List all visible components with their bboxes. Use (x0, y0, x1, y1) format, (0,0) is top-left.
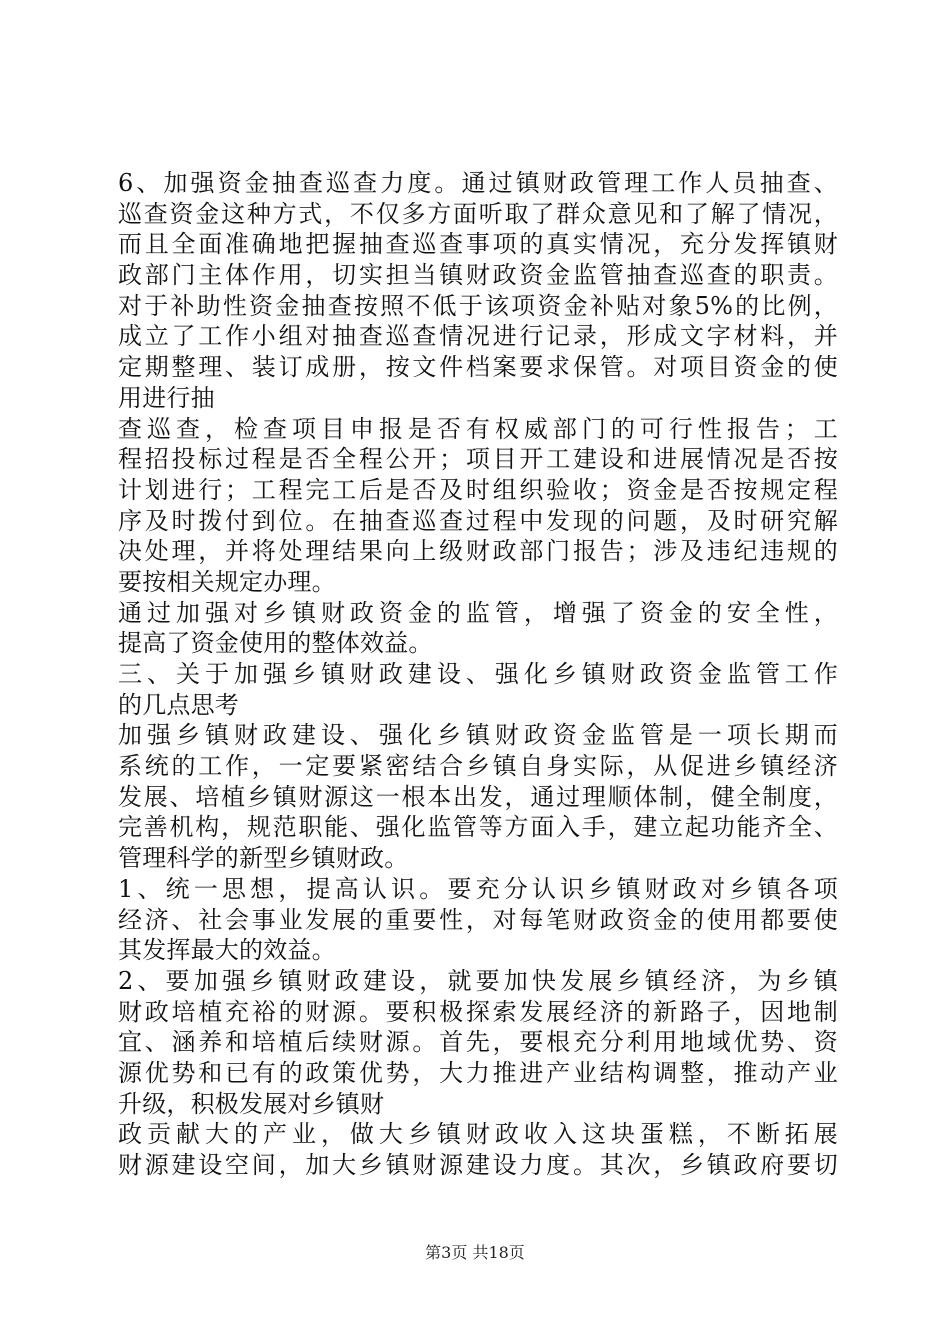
text-line: 经济、社会事业发展的重要性，对每笔财政资金的使用都要使 (118, 905, 838, 934)
text-line: 而且全面准确地把握抽查巡查事项的真实情况，充分发挥镇财 (118, 230, 838, 259)
text-line: 决处理，并将处理结果向上级财政部门报告；涉及违纪违规的 (118, 537, 838, 566)
text-line: 对于补助性资金抽查按照不低于该项资金补贴对象5%的比例， (118, 291, 838, 320)
page-number-footer: 第3页 共18页 (425, 1243, 525, 1262)
document-body (118, 168, 838, 1181)
text-line: 序及时拨付到位。在抽查巡查过程中发现的问题，及时研究解 (118, 506, 838, 535)
text-line: 1、统一思想，提高认识。要充分认识乡镇财政对乡镇各项 (118, 874, 838, 903)
text-line: 财政培植充裕的财源。要积极探索发展经济的新路子，因地制 (118, 997, 838, 1026)
text-line: 2、要加强乡镇财政建设，就要加快发展乡镇经济，为乡镇 (118, 966, 838, 995)
text-line: 系统的工作，一定要紧密结合乡镇自身实际，从促进乡镇经济 (118, 752, 838, 781)
text-line: 加强乡镇财政建设、强化乡镇财政资金监管是一项长期而 (118, 721, 838, 750)
text-line: 成立了工作小组对抽查巡查情况进行记录，形成文字材料，并 (118, 322, 838, 351)
text-line: 源优势和已有的政策优势，大力推进产业结构调整，推动产业 (118, 1058, 838, 1087)
text-line: 财源建设空间，加大乡镇财源建设力度。其次，乡镇政府要切 (118, 1151, 838, 1179)
text-line: 6、加强资金抽查巡查力度。通过镇财政管理工作人员抽查、 (118, 169, 838, 197)
text-line: 宜、涵养和培植后续财源。首先，要根充分利用地域优势、资 (118, 1028, 838, 1057)
text-line: 程招投标过程是否全程公开；项目开工建设和进展情况是否按 (118, 445, 838, 474)
text-line: 政贡献大的产业，做大乡镇财政收入这块蛋糕，不断拓展 (118, 1120, 838, 1149)
text-line: 要按相关规定办理。 (118, 567, 336, 596)
text-line: 发展、培植乡镇财源这一根本出发，通过理顺体制，健全制度， (118, 782, 838, 811)
text-line: 提高了资金使用的整体效益。 (118, 629, 433, 658)
text-line: 巡查资金这种方式，不仅多方面听取了群众意见和了解了情况， (118, 199, 838, 228)
text-line: 政部门主体作用，切实担当镇财政资金监管抽查巡查的职责。 (118, 261, 838, 290)
text-line: 其发挥最大的效益。 (118, 936, 336, 965)
text-line: 管理科学的新型乡镇财政。 (118, 844, 409, 873)
text-line: 计划进行；工程完工后是否及时组织验收；资金是否按规定程 (118, 475, 838, 504)
text-line: 升级，积极发展对乡镇财 (118, 1089, 385, 1118)
text-line: 查巡查，检查项目申报是否有权威部门的可行性报告；工 (118, 414, 838, 443)
text-line: 用进行抽 (118, 383, 215, 412)
text-line: 通过加强对乡镇财政资金的监管，增强了资金的安全性， (118, 598, 838, 627)
text-line: 三、关于加强乡镇财政建设、强化乡镇财政资金监管工作 (118, 660, 838, 688)
text-line: 的几点思考 (118, 690, 239, 719)
text-line: 定期整理、装订成册，按文件档案要求保管。对项目资金的使 (118, 353, 838, 382)
text-line: 完善机构，规范职能、强化监管等方面入手，建立起功能齐全、 (118, 813, 838, 842)
